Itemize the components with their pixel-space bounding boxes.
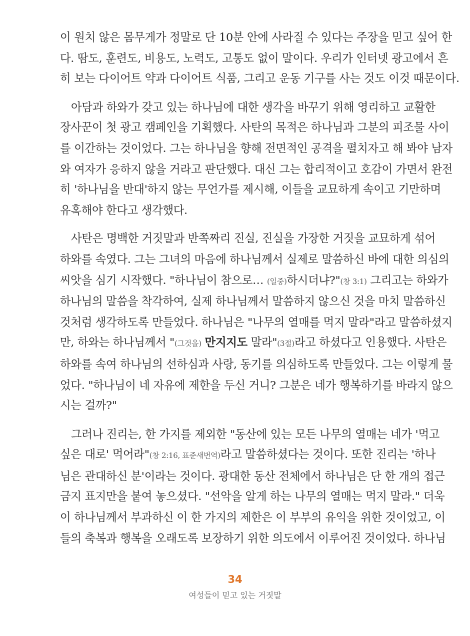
text-line [60, 529, 446, 550]
text-line [60, 508, 446, 529]
text-segment: 하시더냐?" [286, 273, 341, 287]
text-line [60, 376, 453, 397]
text-segment: 하나님의 말씀을 착각하여, 실제 하나님께서 말씀하지 않으신 것을 마치 말씀하신 [60, 295, 446, 309]
text-line: 를 이간하는 것이었다. 그는 하나님을 향해 전면적인 공격을 펼치자고 해 봐야 남자 [60, 141, 453, 155]
text-line: 아담과 하와가 갖고 있는 하나님에 대한 생각을 바꾸기 위해 영리하고 교활한 [71, 100, 436, 114]
text-segment: 말라" [247, 336, 278, 350]
body-text [60, 28, 460, 557]
text-segment: 이 하나님께서 부과하신 이 한 가지의 제한은 이 부부의 유익을 위한 것이었고, 이 [60, 511, 446, 525]
text-segment: 만, 하와는 하나님께서 " [60, 336, 175, 350]
text-line: 유혹해야 한다고 생각했다. [60, 203, 188, 217]
text-line: 다. 땀도, 훈련도, 비용도, 노력도, 고통도 없이 말이다. 우리가 인터넷 광고에서 흔 [60, 51, 449, 65]
text-segment: 싶은 대로' 먹어라" [60, 448, 150, 462]
text-segment: 금지 표지만을 붙여 놓으셨다. "선악을 알게 하는 나무의 열매는 먹지 말라." 더욱 [60, 490, 445, 504]
paragraph-2 [60, 98, 453, 222]
citation-note: (3절) [277, 339, 295, 349]
text-segment: 었다. "하나님이 네 자유에 제한을 두신 거니? 그분은 네가 행복하기를 바라지 않으 [60, 378, 453, 392]
paragraph-4 [60, 425, 446, 550]
text-line [60, 250, 450, 271]
text-line: 히 보는 다이어트 약과 다이어트 식품, 그리고 운동 기구를 사는 것도 이것 때문이다. [60, 72, 460, 86]
paragraph-1 [60, 28, 460, 90]
text-segment: 그리고는 하와가 [366, 273, 449, 287]
page-number: 34 [227, 574, 243, 586]
text-line: 장사꾼이 첫 광고 캠페인을 기획했다. 사탄의 목적은 하나님과 그분의 피조물 사이 [60, 121, 450, 135]
text-line [60, 425, 440, 446]
text-segment: 하와를 속였다. 그는 그녀의 마음에 하나님께서 실제로 말씀하신 바에 대한 의심의 [60, 252, 450, 266]
paragraph-3 [60, 229, 453, 416]
text-segment: 라고 말씀하셨다는 것이다. 또한 진리는 '하나 [220, 448, 436, 462]
text-segment: 님은 관대하신 분'이라는 것이다. 광대한 동산 전체에서 하나님은 단 한 개의 접근 [60, 469, 445, 483]
text-line [60, 292, 446, 313]
text-line [60, 313, 453, 334]
text-segment: 하와를 속여 하나님의 선하심과 사랑, 동기를 의심하도록 만들었다. 그는 이렇게 물 [60, 357, 453, 371]
citation-note: (창 3:1) [340, 276, 367, 286]
emphasis-text: 만지지도 [204, 336, 248, 350]
text-segment: 그러나 진리는, 한 가지를 제외한 "동산에 있는 모든 나무의 열매는 네가 '먹고 [71, 427, 440, 441]
text-line [60, 487, 445, 508]
text-line [60, 355, 453, 376]
text-line [60, 445, 436, 467]
text-line [60, 271, 449, 293]
text-segment: 것처럼 생각하도록 만들었다. 하나님은 "나무의 열매를 먹지 말라"라고 말씀하셨지 [60, 315, 453, 329]
book-title: 여성들이 믿고 있는 거짓말 [188, 591, 282, 600]
text-segment: 라고 하셨다고 인용했다. 사탄은 [294, 336, 447, 350]
text-segment: 씨앗을 심기 시작했다. "하나님이 참으로… [60, 273, 267, 287]
text-line [60, 229, 436, 250]
citation-note: (일중) [267, 276, 287, 286]
text-line [60, 333, 447, 355]
citation-note: (그것을) [174, 339, 202, 349]
text-segment: 들의 축복과 행복을 오래도록 보장하기 위한 의도에서 이루어진 것이었다. 하나님 [60, 531, 446, 545]
text-line: 와 여자가 응하지 않을 거라고 판단했다. 대신 그는 합리적이고 호감이 가면서 완전 [60, 162, 453, 176]
text-line [60, 396, 412, 417]
text-segment: 시는 걸까?" [60, 399, 117, 413]
text-line: 이 원치 않은 몸무게가 정말로 단 10분 안에 사라질 수 있다는 주장을 믿고 싶어 한 [60, 31, 452, 44]
citation-note: (창 2:16, 표준새번역) [149, 451, 221, 461]
text-line: 히 '하나님을 반대'하지 않는 무언가를 제시해, 이들을 교묘하게 속이고 기만하며 [60, 183, 441, 197]
text-segment: 사탄은 명백한 거짓말과 반쪽짜리 진실, 진실을 가장한 거짓을 교묘하게 섞어 [71, 232, 436, 246]
text-line [60, 467, 445, 488]
